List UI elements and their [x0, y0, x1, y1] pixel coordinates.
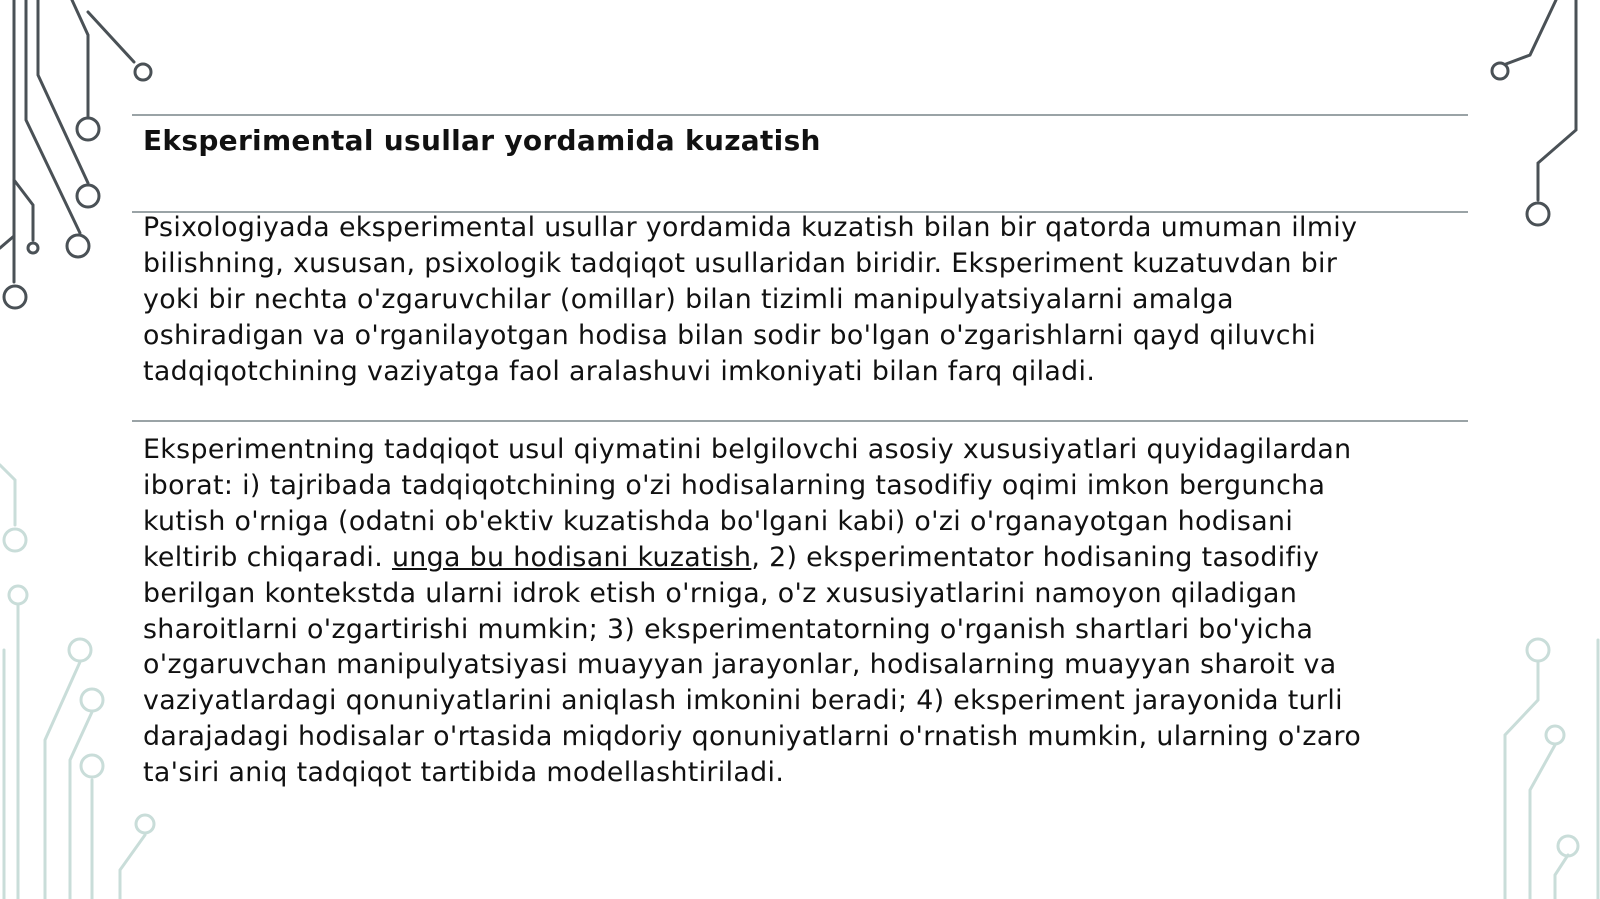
slide-title: Eksperimental usullar yordamida kuzatish	[143, 124, 821, 157]
paragraph-line: Eksperimentning tadqiqot usul qiymatini belgilovchi asosiy xususiyatlari quyidagilardan	[143, 434, 1352, 465]
paragraph-line: berilgan kontekstda ularni idrok etish o'rniga, o'z xususiyatlarini namoyon qiladigan	[143, 577, 1298, 609]
paragraph-intro	[143, 210, 1443, 390]
paragraph-line: iborat: i) tajribada tadqiqotchining o'zi hodisalarning tasodifiy oqimi imkon berguncha	[143, 469, 1326, 501]
paragraph-line: bilishning, xususan, psixologik tadqiqot usullaridan biridir. Eksperiment kuzatuvdan bir	[143, 247, 1338, 279]
paragraph-line: Psixologiyada eksperimental usullar yordamida kuzatish bilan bir qatorda umuman ilmiy	[143, 212, 1358, 243]
paragraph-line: vaziyatlardagi qonuniyatlarini aniqlash imkonini beradi; 4) eksperiment jarayonida turli	[143, 685, 1343, 717]
circuit-bottom-left	[0, 465, 154, 899]
paragraph-line: kutish o'rniga (odatni ob'ektiv kuzatishda bo'lgani kabi) o'zi o'rganayotgan hodisani	[143, 505, 1294, 537]
paragraph-line: o'zgaruvchan manipulyatsiyasi muayyan jarayonlar, hodisalarning muayyan sharoit va	[143, 649, 1337, 681]
circuit-bottom-right	[1505, 639, 1598, 899]
paragraph-line-with-link	[143, 540, 1443, 576]
divider-middle	[132, 420, 1468, 422]
divider-top	[132, 114, 1468, 116]
paragraph-line: tadqiqotchining vaziyatga faol aralashuvi imkoniyati bilan farq qiladi.	[143, 355, 1096, 387]
paragraph-line: sharoitlarni o'zgartirishi mumkin; 3) eksperimentatorning o'rganish shartlari bo'yicha	[143, 613, 1314, 645]
line-text-before-link: keltirib chiqaradi.	[143, 541, 392, 573]
circuit-top-right	[1492, 0, 1576, 225]
paragraph-features	[143, 432, 1443, 791]
line-text-after-link: , 2) eksperimentator hodisaning tasodifiy	[751, 541, 1320, 573]
paragraph-line: yoki bir nechta o'zgaruvchilar (omillar) bilan tizimli manipulyatsiyalarni amalga	[143, 283, 1234, 315]
circuit-top-left	[0, 0, 151, 308]
paragraph-line: ta'siri aniq tadqiqot tartibida modellashtiriladi.	[143, 757, 785, 789]
paragraph-line: darajadagi hodisalar o'rtasida miqdoriy qonuniyatlarni o'rnatish mumkin, ularning o'zaro	[143, 721, 1362, 753]
underlined-link-text[interactable]: unga bu hodisani kuzatish	[391, 541, 752, 573]
paragraph-line: oshiradigan va o'rganilayotgan hodisa bilan sodir bo'lgan o'zgarishlarni qayd qiluvchi	[143, 319, 1317, 351]
